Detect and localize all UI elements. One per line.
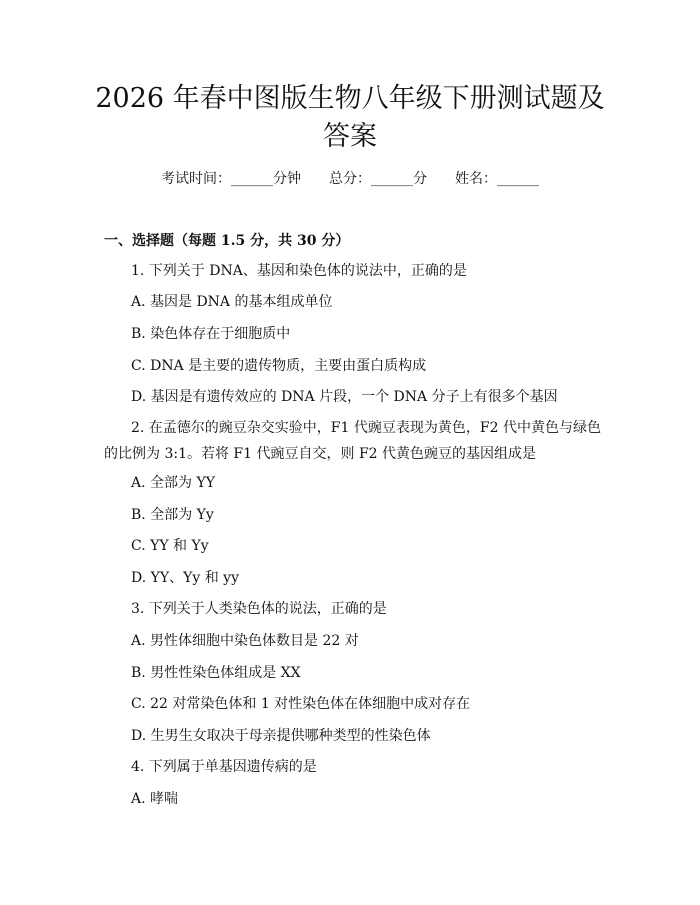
question-option: D. 生男生女取决于母亲提供哪种类型的性染色体 — [131, 728, 431, 744]
question-option: A. 全部为 YY — [131, 475, 215, 491]
question-option: A. 基因是 DNA 的基本组成单位 — [131, 294, 333, 310]
student-name-field: 姓名：______ — [455, 171, 539, 187]
question-option: D. YY、Yy 和 yy — [131, 570, 239, 586]
question-stem: 2. 在孟德尔的豌豆杂交实验中，F1 代豌豆表现为黄色，F2 代中黄色与绿色的比例为 3:1。若将 F1 代豌豆自交，则 F2 代黄色豌豆的基因组成是 — [104, 420, 601, 462]
question-option: B. 染色体存在于细胞质中 — [131, 326, 291, 342]
question-option: A. 男性体细胞中染色体数目是 22 对 — [131, 633, 359, 649]
question-option: D. 基因是有遗传效应的 DNA 片段，一个 DNA 分子上有很多个基因 — [131, 389, 558, 405]
question-option: A. 哮喘 — [131, 791, 179, 807]
question-option: C. DNA 是主要的遗传物质，主要由蛋白质构成 — [131, 358, 427, 374]
section-heading: 一、选择题（每题 1.5 分，共 30 分） — [104, 233, 350, 249]
exam-info — [0, 169, 700, 189]
question-option: B. 男性性染色体组成是 XX — [131, 665, 301, 681]
question-option: B. 全部为 Yy — [131, 507, 214, 523]
question-stem: 1. 下列关于 DNA、基因和染色体的说法中，正确的是 — [131, 263, 467, 279]
question-option: C. 22 对常染色体和 1 对性染色体在体细胞中成对存在 — [131, 696, 471, 712]
document-title: 2026 年春中图版生物八年级下册测试题及答案 — [95, 83, 605, 152]
exam-time-field: 考试时间：______分钟 — [161, 171, 301, 187]
question-stem: 3. 下列关于人类染色体的说法，正确的是 — [131, 601, 387, 617]
question-option: C. YY 和 Yy — [131, 538, 209, 554]
total-score-field: 总分：______分 — [329, 171, 427, 187]
question-stem: 4. 下列属于单基因遗传病的是 — [131, 759, 317, 775]
